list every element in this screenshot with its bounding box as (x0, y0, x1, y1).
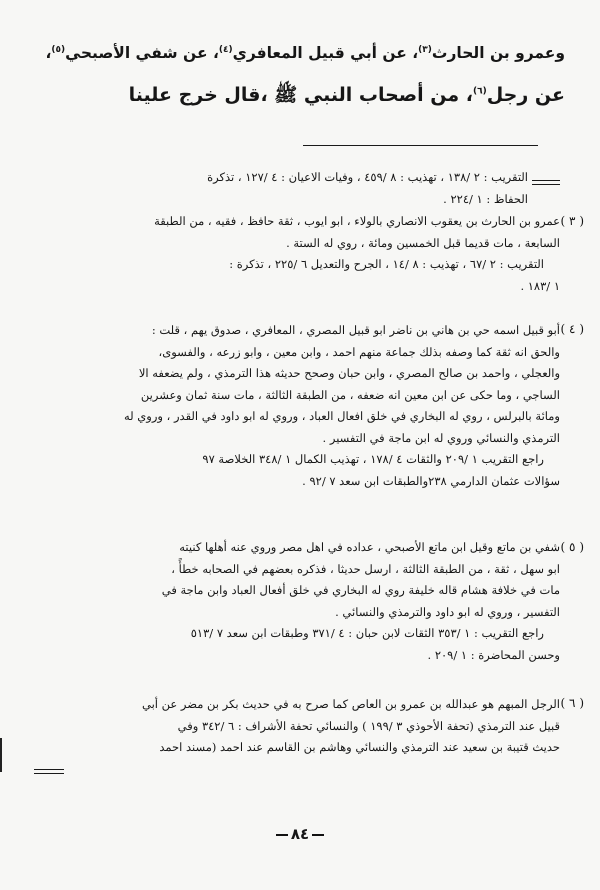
footnote-line: ابو سهل ، ثقة ، من الطبقة الثالثة ، ارسل حديثا ، فذكره بعضهم في الصحابه خطأً ، (171, 561, 560, 576)
footnote-line: والحق انه ثقة كما وصفه بذلك جماعة منهم احمد ، وابن معين ، وابو زرعه ، والفسوى، (158, 344, 560, 359)
footnote-line: شفي بن ماتع وقيل ابن ماتع الأصبحي ، عداده في اهل مصر وروي عنه أهلها كنيته (179, 540, 560, 554)
footnote-line: راجع التقريب ١ /٢٠٩ والثقات ٤ /١٧٨ ، تهذيب الكمال ١ /٣٤٨ الخلاصة ٩٧ (202, 452, 544, 466)
footnote-line: قبيل عند الترمذي (تحفة الأحوذي ٣ /١٩٩ ) والنسائي تحفة الأشراف : ٦ /٣٤٢ وفي (177, 718, 560, 733)
footnote-line: وحسن المحاضرة : ١ /٢٠٩ . (427, 647, 560, 662)
footnote-5 (34, 537, 560, 666)
footnote-line: التقريب : ٢ /٦٧ ، تهذيب : ٨ /١٤ ، الجرح والتعديل ٦ /٢٢٥ ، تذكرة : (229, 257, 544, 271)
footnote-line: مات في خلافة هشام قاله خليفة روي له البخاري في خلق أفعال العباد وابن ماجة في (161, 583, 560, 597)
footnote-3 (34, 211, 560, 297)
footnote-line: الترمذي والنسائي وروي له ابن ماجة في التفسير . (322, 430, 560, 445)
footnote-line: الرجل المبهم هو عبدالله بن عمرو بن العاص كما صرح به في حديث بكر بن مضر عن أبي (142, 697, 560, 711)
page-number-dash-right (312, 834, 324, 836)
footnote-separator (303, 145, 538, 146)
footnote-line: الحفاظ : ١ /٢٢٤ . (443, 191, 528, 206)
footnote-line: السابعة ، مات قديما قبل الخمسين ومائة ، روي له الستة . (286, 235, 560, 250)
footnote-line: سؤالات عثمان الدارمي ٢٣٨والطبقات ابن سعد ٧ /٩٢ . (302, 473, 560, 488)
page-number-value: ٨٤ (290, 825, 310, 843)
footnote-line: الساجي ، وما حكى عن ابن معين انه ضعفه ، من الطبقة الثالثة ، مات سنة ثمان وعشرين (140, 387, 560, 402)
footnote-line: راجع التقريب : ١ /٣٥٣ الثقات لابن حبان : ٤ /٣٧١ وطبقات ابن سعد ٧ /٥١٣ (190, 626, 544, 640)
footnote-4-marker: ( ٤ ) (560, 322, 584, 336)
footnote-line: أبو قبيل اسمه حي بن هاني بن ناضر ابو قبيل المصري ، المعافري ، صدوق يهم ، قلت : (151, 323, 560, 337)
footnote-line: ١ /١٨٣ . (520, 278, 560, 293)
footnote-line: التقريب : ٢ /١٣٨ ، تهذيب : ٨ /٤٥٩ ، وفيات الاعيان : ٤ /١٢٧ ، تذكرة (207, 170, 528, 184)
page-number-dash-left (276, 834, 288, 836)
footnote-6 (34, 694, 560, 759)
main-text-line-1: وعمرو بن الحارث$^{(٣)}$، عن أبي قبيل المعافري$^{(٤)}$، عن شفي الأصبحي$^{(٥)}$، (45, 44, 565, 62)
footnote-line: والعجلي ، واحمد بن صالح المصري ، وابن حبان وصحح حديثه هذا الترمذي ، ولم يضعفه الا (138, 366, 560, 380)
page-number (0, 825, 600, 843)
footnote-line: التفسير ، وروي له ابو داود والترمذي والنسائي . (335, 604, 560, 619)
continuation-mark-lower (532, 184, 560, 185)
continues-mark-lower (34, 773, 64, 774)
main-text-line-2: عن رجل$^{(٦)}$، من أصحاب النبي ﷺ ،قال خرج علينا (128, 84, 565, 106)
continuation-mark (532, 180, 560, 181)
scan-edge-mark (0, 738, 7, 772)
footnote-6-marker: ( ٦ ) (560, 696, 584, 710)
footnote-4 (34, 320, 560, 492)
continues-mark (34, 769, 64, 770)
footnote-continuation (34, 167, 528, 210)
footnote-3-marker: ( ٣ ) (560, 214, 584, 228)
footnote-5-marker: ( ٥ ) (560, 540, 584, 554)
footnote-line: عمرو بن الحارث بن يعقوب الانصاري بالولاء ، ابو ايوب ، ثقة حافظ ، فقيه ، من الطبقة (154, 214, 560, 228)
footnote-line: حديث قتيبة بن سعيد عند الترمذي والنسائي وهاشم بن القاسم عند احمد (مسند احمد (159, 740, 560, 754)
footnote-line: ومائة بالبرلس ، روي له البخاري في خلق افعال العباد ، وروي له ابو داود في القدر ، وروي له (123, 409, 560, 423)
